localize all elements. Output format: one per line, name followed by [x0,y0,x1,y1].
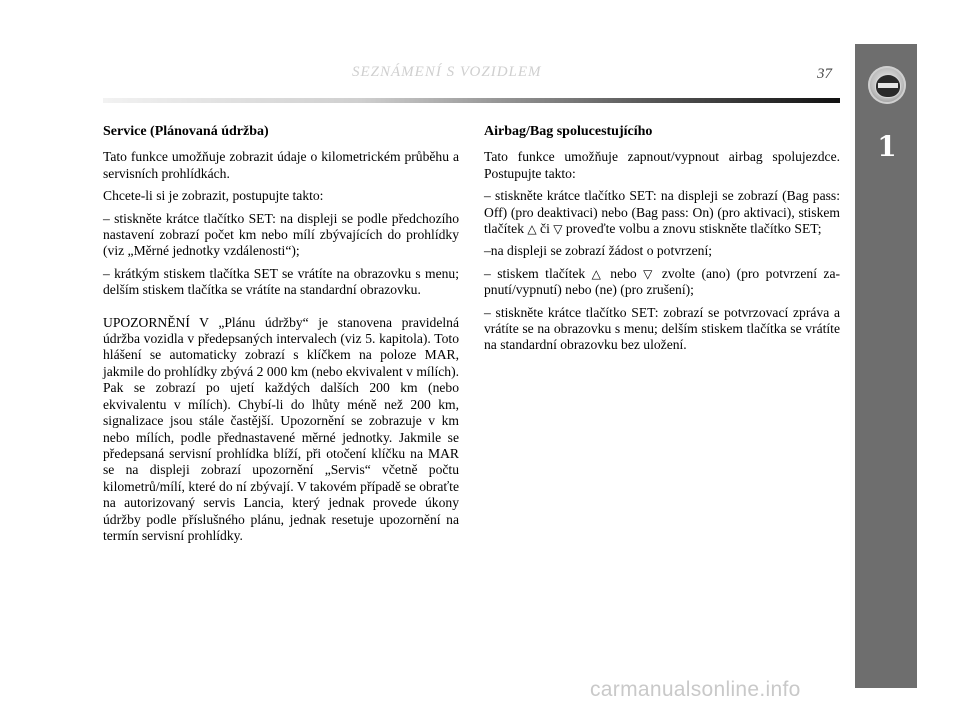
section-heading-service: Service (Plánovaná údržba) [103,124,269,139]
paragraph: – stiskněte krátce tlačítko SET: zobrazí se potvrzovací zpráva a vrátíte se na obrazovku s menu; delším stiskem tlačítka se vrátíte na standardní obrazovku bez uložení. [484,304,840,353]
paragraph: – stiskněte krátce tlačítko SET: na displeji se podle předchozího nastavení zobrazí počet km nebo mílí zbývajících do prohlídky (viz „Měrné jednotky vzdálenosti“); [103,210,459,259]
paragraph [484,188,840,237]
text-span: – stiskněte krátce tlačítko SET: na displeji se zobrazí (Bag pass: Off) (pro deaktivaci) nebo (Bag pass: On) (pro aktivaci), stiskem tlačítek [484,188,840,237]
logo-bar [878,83,898,88]
text-span: – stiskem tlačítek [484,265,592,281]
paragraph: – krátkým stiskem tlačítka SET se vrátíte na obrazovku s menu; delším stiskem tlačítka se vrátíte na standardní obrazovku. [103,265,459,298]
running-header-title: SEZNÁMENÍ S VOZIDLEM [352,64,542,80]
header-rule [103,98,840,103]
text-span: či [536,221,554,237]
paragraph: –na displeji se zobrazí žádost o potvrzení; [484,243,713,259]
left-column [103,124,459,550]
page-number: 37 [817,66,832,82]
text-span: zvolte (ano) (pro potvrzení za-pnutí/vypnutí) nebo (ne) (pro zrušení); [484,265,841,298]
lancia-logo-icon [868,66,906,104]
paragraph: Tato funkce umožňuje zobrazit údaje o kilometrickém průběhu a servisních prohlídkách. [103,149,459,181]
right-column [484,124,840,360]
paragraph: Tato funkce umožňuje zapnout/vypnout airbag spolujezdce. Postupujte takto: [484,149,840,181]
section-heading-airbag: Airbag/Bag spolucestujícího [484,124,653,139]
text-span: proveďte volbu a znovu stiskněte tlačítko SET; [562,221,822,237]
watermark: carmanualsonline.info [590,678,801,701]
chapter-number: 1 [877,130,897,163]
triangle-down-icon: ▽ [643,266,656,281]
logo-shield [875,74,901,98]
text-span: nebo [603,265,644,281]
triangle-up-icon: △ [591,266,604,281]
paragraph: Chcete-li si je zobrazit, postupujte takto: [103,188,324,204]
paragraph [484,266,840,299]
triangle-down-icon: ▽ [553,222,563,237]
warning-paragraph: UPOZORNĚNÍ V „Plánu údržby“ je stanovena pravidelná údržba vozidla v předepsaných intervalech (viz 5. kapitola). Toto hlášení se automaticky zobrazí s klíčkem na poloze MAR, jakmile do prohlídky zbývá 2 000 km (nebo ekvivalent v mílích). Pak se zobrazí po ujetí každých dalších 200 km (nebo ekvivalentu v mílích). Chybí-li do lhůty méně než 200 km, signalizace jsou stále častější. Upozornění se zobrazuje v km nebo mílích, podle přednastavené měrné jednotky. Jakmile se předepsaná servisní prohlídka blíží, při otočení klíčku na MAR se na displeji zobrazí upozornění „Servis“ včetně počtu kilometrů/mílí, které do ní zbývají. V takovém případě se obraťte na autorizovaný servis Lancia, který jednak provede úkony údržby podle příslušného plánu, jednak resetuje upozornění na termín servisní prohlídky. [103,314,459,543]
triangle-up-icon: △ [527,222,537,237]
